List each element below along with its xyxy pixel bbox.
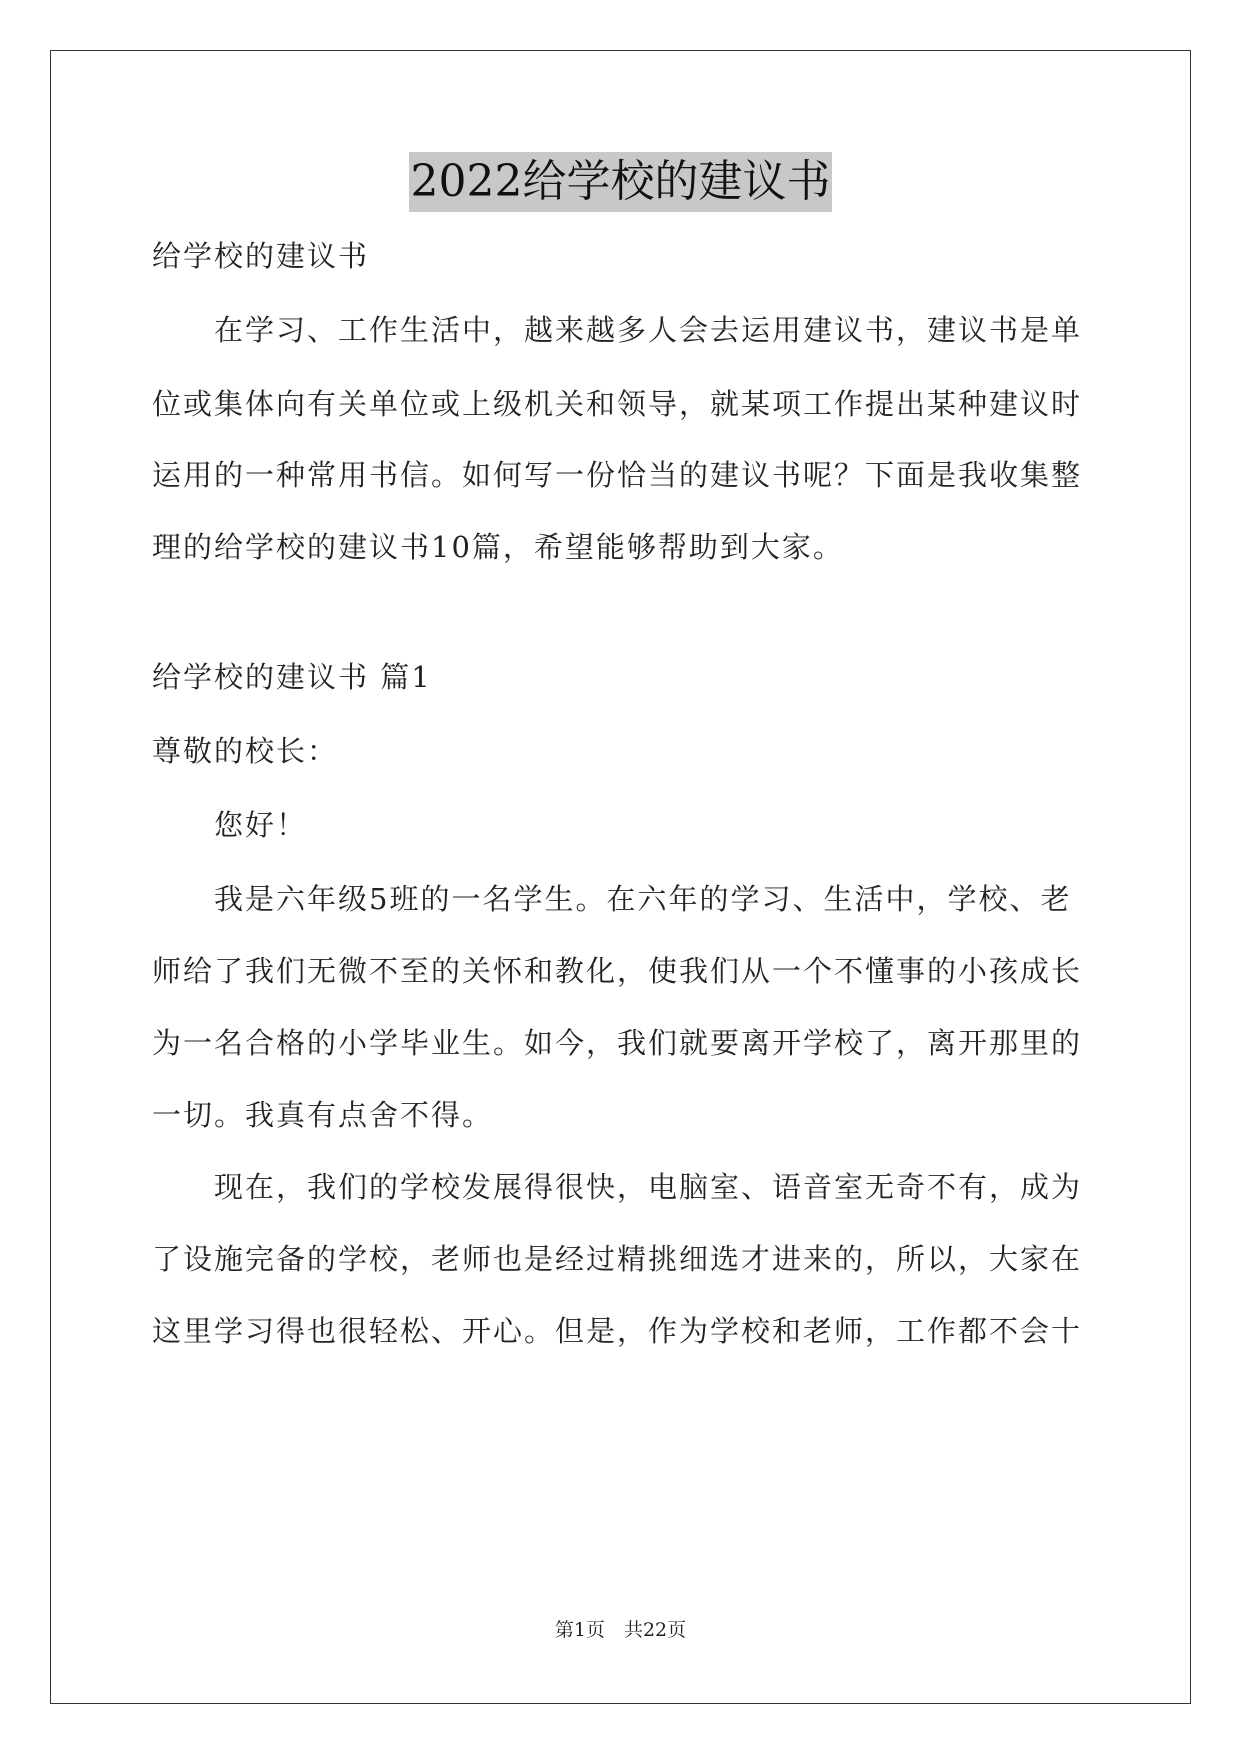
body-paragraph-2-line-2: 了设施完备的学校，老师也是经过精挑细选才进来的，所以，大家在 bbox=[152, 1242, 1083, 1276]
body-paragraph-2-line-3: 这里学习得也很轻松、开心。但是，作为学校和老师，工作都不会十 bbox=[152, 1314, 1083, 1348]
body-paragraph-1-line-1: 我是六年级5班的一名学生。在六年的学习、生活中，学校、老 bbox=[214, 882, 1072, 916]
document-title: 2022给学校的建议书 bbox=[409, 152, 833, 212]
intro-paragraph-line-3: 运用的一种常用书信。如何写一份恰当的建议书呢？下面是我收集整 bbox=[152, 458, 1083, 492]
intro-paragraph-line-1: 在学习、工作生活中，越来越多人会去运用建议书，建议书是单 bbox=[214, 313, 1083, 347]
title-container bbox=[0, 152, 1241, 212]
body-paragraph-2-line-1: 现在，我们的学校发展得很快，电脑室、语音室无奇不有，成为 bbox=[214, 1170, 1083, 1204]
body-paragraph-1-line-3: 为一名合格的小学毕业生。如今，我们就要离开学校了，离开那里的 bbox=[152, 1026, 1083, 1060]
intro-paragraph-line-4: 理的给学校的建议书10篇，希望能够帮助到大家。 bbox=[152, 530, 844, 564]
intro-paragraph-line-2: 位或集体向有关单位或上级机关和领导，就某项工作提出某种建议时 bbox=[152, 387, 1083, 421]
subtitle-line: 给学校的建议书 bbox=[152, 239, 370, 273]
body-paragraph-1-line-2: 师给了我们无微不至的关怀和教化，使我们从一个不懂事的小孩成长 bbox=[152, 954, 1083, 988]
section-heading: 给学校的建议书 篇1 bbox=[152, 660, 432, 694]
salutation: 尊敬的校长： bbox=[152, 734, 339, 768]
greeting: 您好！ bbox=[214, 808, 308, 842]
body-paragraph-1-line-4: 一切。我真有点舍不得。 bbox=[152, 1098, 494, 1132]
page-border bbox=[50, 50, 1191, 1704]
page-footer: 第1页 共22页 bbox=[554, 1619, 687, 1641]
